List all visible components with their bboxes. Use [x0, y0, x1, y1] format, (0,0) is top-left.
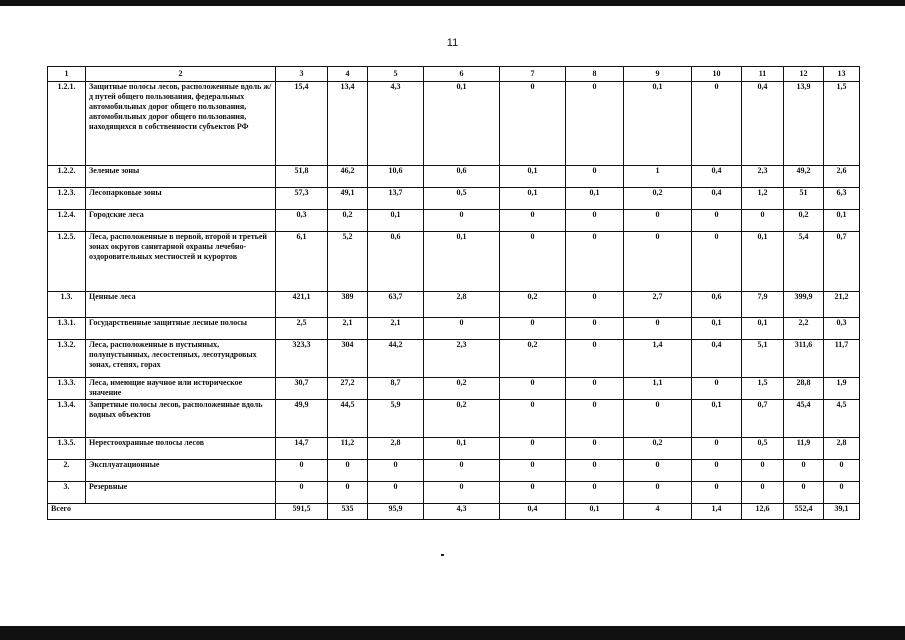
- total-value: 535: [328, 504, 368, 520]
- cell-value: 0: [500, 318, 566, 340]
- cell-value: 44,5: [328, 400, 368, 438]
- cell-value: 1,2: [742, 188, 784, 210]
- cell-value: 2,3: [424, 340, 500, 378]
- table-row: [48, 460, 860, 482]
- cell-value: 0,6: [424, 166, 500, 188]
- cell-value: 0: [824, 482, 860, 504]
- row-code: 1.3.: [48, 292, 86, 318]
- cell-value: 0,2: [424, 378, 500, 400]
- column-header: 6: [424, 67, 500, 82]
- cell-value: 0,2: [500, 292, 566, 318]
- total-value: 4,3: [424, 504, 500, 520]
- row-name: Нерестоохранные полосы лесов: [86, 438, 276, 460]
- cell-value: 8,7: [368, 378, 424, 400]
- cell-value: 0: [566, 318, 624, 340]
- cell-value: 2,5: [276, 318, 328, 340]
- cell-value: 1,5: [824, 82, 860, 166]
- cell-value: 0: [566, 482, 624, 504]
- table-row: [48, 340, 860, 378]
- total-value: 95,9: [368, 504, 424, 520]
- row-code: 1.2.1.: [48, 82, 86, 166]
- cell-value: 0,2: [784, 210, 824, 232]
- cell-value: 0: [500, 400, 566, 438]
- cell-value: 0: [692, 232, 742, 292]
- page-number: 11: [446, 37, 459, 49]
- cell-value: 0,2: [624, 188, 692, 210]
- cell-value: 0,1: [624, 82, 692, 166]
- cell-value: 0: [566, 400, 624, 438]
- cell-value: 5,1: [742, 340, 784, 378]
- cell-value: 0: [624, 400, 692, 438]
- row-code: 1.3.1.: [48, 318, 86, 340]
- row-name: Эксплуатационные: [86, 460, 276, 482]
- table-row: [48, 82, 860, 166]
- row-code: 1.3.3.: [48, 378, 86, 400]
- cell-value: 2,8: [368, 438, 424, 460]
- cell-value: 0: [692, 210, 742, 232]
- header-row: [48, 67, 860, 82]
- table-row: [48, 232, 860, 292]
- cell-value: 5,9: [368, 400, 424, 438]
- cell-value: 0: [328, 460, 368, 482]
- column-header: 8: [566, 67, 624, 82]
- cell-value: 11,7: [824, 340, 860, 378]
- total-value: 39,1: [824, 504, 860, 520]
- row-code: 1.2.3.: [48, 188, 86, 210]
- table-row: [48, 482, 860, 504]
- total-label: Всего: [48, 504, 276, 520]
- row-name: Зеленые зоны: [86, 166, 276, 188]
- cell-value: 0,1: [824, 210, 860, 232]
- cell-value: 0,1: [500, 166, 566, 188]
- row-code: 1.3.5.: [48, 438, 86, 460]
- row-name: Городские леса: [86, 210, 276, 232]
- row-code: 3.: [48, 482, 86, 504]
- row-name: Леса, имеющие научное или историческое значение: [86, 378, 276, 400]
- row-name: Лесопарковые зоны: [86, 188, 276, 210]
- row-name: Государственные защитные лесные полосы: [86, 318, 276, 340]
- table-row: [48, 318, 860, 340]
- cell-value: 0: [500, 438, 566, 460]
- cell-value: 15,4: [276, 82, 328, 166]
- total-value: 1,4: [692, 504, 742, 520]
- row-code: 1.3.2.: [48, 340, 86, 378]
- cell-value: 0,2: [424, 400, 500, 438]
- cell-value: 0: [566, 378, 624, 400]
- cell-value: 0: [566, 210, 624, 232]
- cell-value: 0: [566, 438, 624, 460]
- cell-value: 0: [692, 460, 742, 482]
- cell-value: 6,1: [276, 232, 328, 292]
- cell-value: 0: [566, 166, 624, 188]
- row-name: Защитные полосы лесов, расположенные вдоль ж/д путей общего пользования, федеральных автомобильных дорог общего пользования, автомобильных дорог общего пользования, находящихся в собственности субъектов РФ: [86, 82, 276, 166]
- cell-value: 0: [424, 318, 500, 340]
- cell-value: 0: [276, 482, 328, 504]
- row-code: 1.2.2.: [48, 166, 86, 188]
- cell-value: 389: [328, 292, 368, 318]
- cell-value: 4,5: [824, 400, 860, 438]
- cell-value: 5,2: [328, 232, 368, 292]
- cell-value: 14,7: [276, 438, 328, 460]
- cell-value: 0: [624, 210, 692, 232]
- cell-value: 311,6: [784, 340, 824, 378]
- table-row: [48, 188, 860, 210]
- cell-value: 27,2: [328, 378, 368, 400]
- cell-value: 0,3: [824, 318, 860, 340]
- cell-value: 323,3: [276, 340, 328, 378]
- row-name: Запретные полосы лесов, расположенные вдоль водных объектов: [86, 400, 276, 438]
- cell-value: 0,4: [692, 340, 742, 378]
- cell-value: 2,1: [328, 318, 368, 340]
- column-header: 2: [86, 67, 276, 82]
- cell-value: 1,1: [624, 378, 692, 400]
- cell-value: 0: [424, 210, 500, 232]
- cell-value: 0: [624, 232, 692, 292]
- cell-value: 0,7: [742, 400, 784, 438]
- cell-value: 5,4: [784, 232, 824, 292]
- cell-value: 0: [424, 460, 500, 482]
- cell-value: 1,9: [824, 378, 860, 400]
- cell-value: 0,1: [742, 318, 784, 340]
- cell-value: 0: [566, 340, 624, 378]
- row-name: Резервные: [86, 482, 276, 504]
- cell-value: 2,2: [784, 318, 824, 340]
- cell-value: 0: [500, 482, 566, 504]
- cell-value: 0: [500, 82, 566, 166]
- cell-value: 0,1: [566, 188, 624, 210]
- cell-value: 421,1: [276, 292, 328, 318]
- total-row: [48, 504, 860, 520]
- cell-value: 399,9: [784, 292, 824, 318]
- cell-value: 0: [624, 318, 692, 340]
- cell-value: 0: [276, 460, 328, 482]
- cell-value: 0: [500, 460, 566, 482]
- cell-value: 0,5: [742, 438, 784, 460]
- total-value: 0,1: [566, 504, 624, 520]
- cell-value: 46,2: [328, 166, 368, 188]
- column-header: 3: [276, 67, 328, 82]
- cell-value: 0: [566, 292, 624, 318]
- cell-value: 0,4: [692, 188, 742, 210]
- cell-value: 0,6: [692, 292, 742, 318]
- cell-value: 0,7: [824, 232, 860, 292]
- cell-value: 0,1: [424, 232, 500, 292]
- cell-value: 0,1: [368, 210, 424, 232]
- table-row: [48, 378, 860, 400]
- cell-value: 51,8: [276, 166, 328, 188]
- total-value: 0,4: [500, 504, 566, 520]
- cell-value: 28,8: [784, 378, 824, 400]
- cell-value: 0,1: [692, 400, 742, 438]
- bottom-rule: [0, 626, 905, 640]
- column-header: 10: [692, 67, 742, 82]
- cell-value: 49,2: [784, 166, 824, 188]
- cell-value: 13,7: [368, 188, 424, 210]
- cell-value: 49,1: [328, 188, 368, 210]
- cell-value: 0: [500, 378, 566, 400]
- cell-value: 0: [566, 232, 624, 292]
- row-code: 1.2.4.: [48, 210, 86, 232]
- cell-value: 7,9: [742, 292, 784, 318]
- cell-value: 0,1: [742, 232, 784, 292]
- cell-value: 0: [566, 460, 624, 482]
- cell-value: 0,1: [424, 82, 500, 166]
- table-row: [48, 166, 860, 188]
- row-code: 1.2.5.: [48, 232, 86, 292]
- cell-value: 2,7: [624, 292, 692, 318]
- cell-value: 0: [368, 460, 424, 482]
- cell-value: 0: [624, 460, 692, 482]
- cell-value: 1,4: [624, 340, 692, 378]
- cell-value: 0: [742, 482, 784, 504]
- total-value: 12,6: [742, 504, 784, 520]
- cell-value: 44,2: [368, 340, 424, 378]
- cell-value: 0,1: [500, 188, 566, 210]
- row-name: Леса, расположенные в пустынных, полупустынных, лесостепных, лесотундровых зонах, степях, горах: [86, 340, 276, 378]
- cell-value: 0: [692, 482, 742, 504]
- cell-value: 30,7: [276, 378, 328, 400]
- cell-value: 2,8: [424, 292, 500, 318]
- cell-value: 0,1: [692, 318, 742, 340]
- column-header: 9: [624, 67, 692, 82]
- cell-value: 21,2: [824, 292, 860, 318]
- row-name: Леса, расположенные в первой, второй и третьей зонах округов санитарной охраны лечебно-оздоровительных местностей и курортов: [86, 232, 276, 292]
- cell-value: 13,9: [784, 82, 824, 166]
- cell-value: 2,8: [824, 438, 860, 460]
- cell-value: 0: [692, 378, 742, 400]
- column-header: 4: [328, 67, 368, 82]
- cell-value: 0: [692, 82, 742, 166]
- cell-value: 0,2: [500, 340, 566, 378]
- cell-value: 0,4: [742, 82, 784, 166]
- cell-value: 304: [328, 340, 368, 378]
- cell-value: 0: [500, 210, 566, 232]
- cell-value: 11,9: [784, 438, 824, 460]
- cell-value: 0: [424, 482, 500, 504]
- cell-value: 0: [692, 438, 742, 460]
- row-code: 1.3.4.: [48, 400, 86, 438]
- cell-value: 0: [624, 482, 692, 504]
- cell-value: 63,7: [368, 292, 424, 318]
- table-row: [48, 400, 860, 438]
- top-rule: [0, 0, 905, 6]
- total-value: 552,4: [784, 504, 824, 520]
- cell-value: 2,1: [368, 318, 424, 340]
- cell-value: 0,4: [692, 166, 742, 188]
- cell-value: 0: [742, 210, 784, 232]
- cell-value: 0: [784, 460, 824, 482]
- cell-value: 0: [368, 482, 424, 504]
- stray-mark: [441, 554, 444, 556]
- cell-value: 0: [566, 82, 624, 166]
- total-value: 591,5: [276, 504, 328, 520]
- cell-value: 1: [624, 166, 692, 188]
- column-header: 7: [500, 67, 566, 82]
- cell-value: 49,9: [276, 400, 328, 438]
- cell-value: 0: [742, 460, 784, 482]
- cell-value: 0,5: [424, 188, 500, 210]
- cell-value: 0,6: [368, 232, 424, 292]
- table-row: [48, 438, 860, 460]
- cell-value: 2,6: [824, 166, 860, 188]
- cell-value: 0: [328, 482, 368, 504]
- cell-value: 0,1: [424, 438, 500, 460]
- cell-value: 0,2: [328, 210, 368, 232]
- cell-value: 51: [784, 188, 824, 210]
- total-value: 4: [624, 504, 692, 520]
- cell-value: 6,3: [824, 188, 860, 210]
- cell-value: 11,2: [328, 438, 368, 460]
- cell-value: 10,6: [368, 166, 424, 188]
- column-header: 13: [824, 67, 860, 82]
- cell-value: 57,3: [276, 188, 328, 210]
- cell-value: 0,3: [276, 210, 328, 232]
- forest-data-table: [47, 66, 860, 520]
- cell-value: 13,4: [328, 82, 368, 166]
- cell-value: 2,3: [742, 166, 784, 188]
- cell-value: 0,2: [624, 438, 692, 460]
- column-header: 1: [48, 67, 86, 82]
- row-code: 2.: [48, 460, 86, 482]
- cell-value: 4,3: [368, 82, 424, 166]
- cell-value: 0: [500, 232, 566, 292]
- cell-value: 0: [784, 482, 824, 504]
- table-row: [48, 292, 860, 318]
- column-header: 11: [742, 67, 784, 82]
- cell-value: 0: [824, 460, 860, 482]
- cell-value: 45,4: [784, 400, 824, 438]
- column-header: 12: [784, 67, 824, 82]
- row-name: Ценные леса: [86, 292, 276, 318]
- column-header: 5: [368, 67, 424, 82]
- cell-value: 1,5: [742, 378, 784, 400]
- table-row: [48, 210, 860, 232]
